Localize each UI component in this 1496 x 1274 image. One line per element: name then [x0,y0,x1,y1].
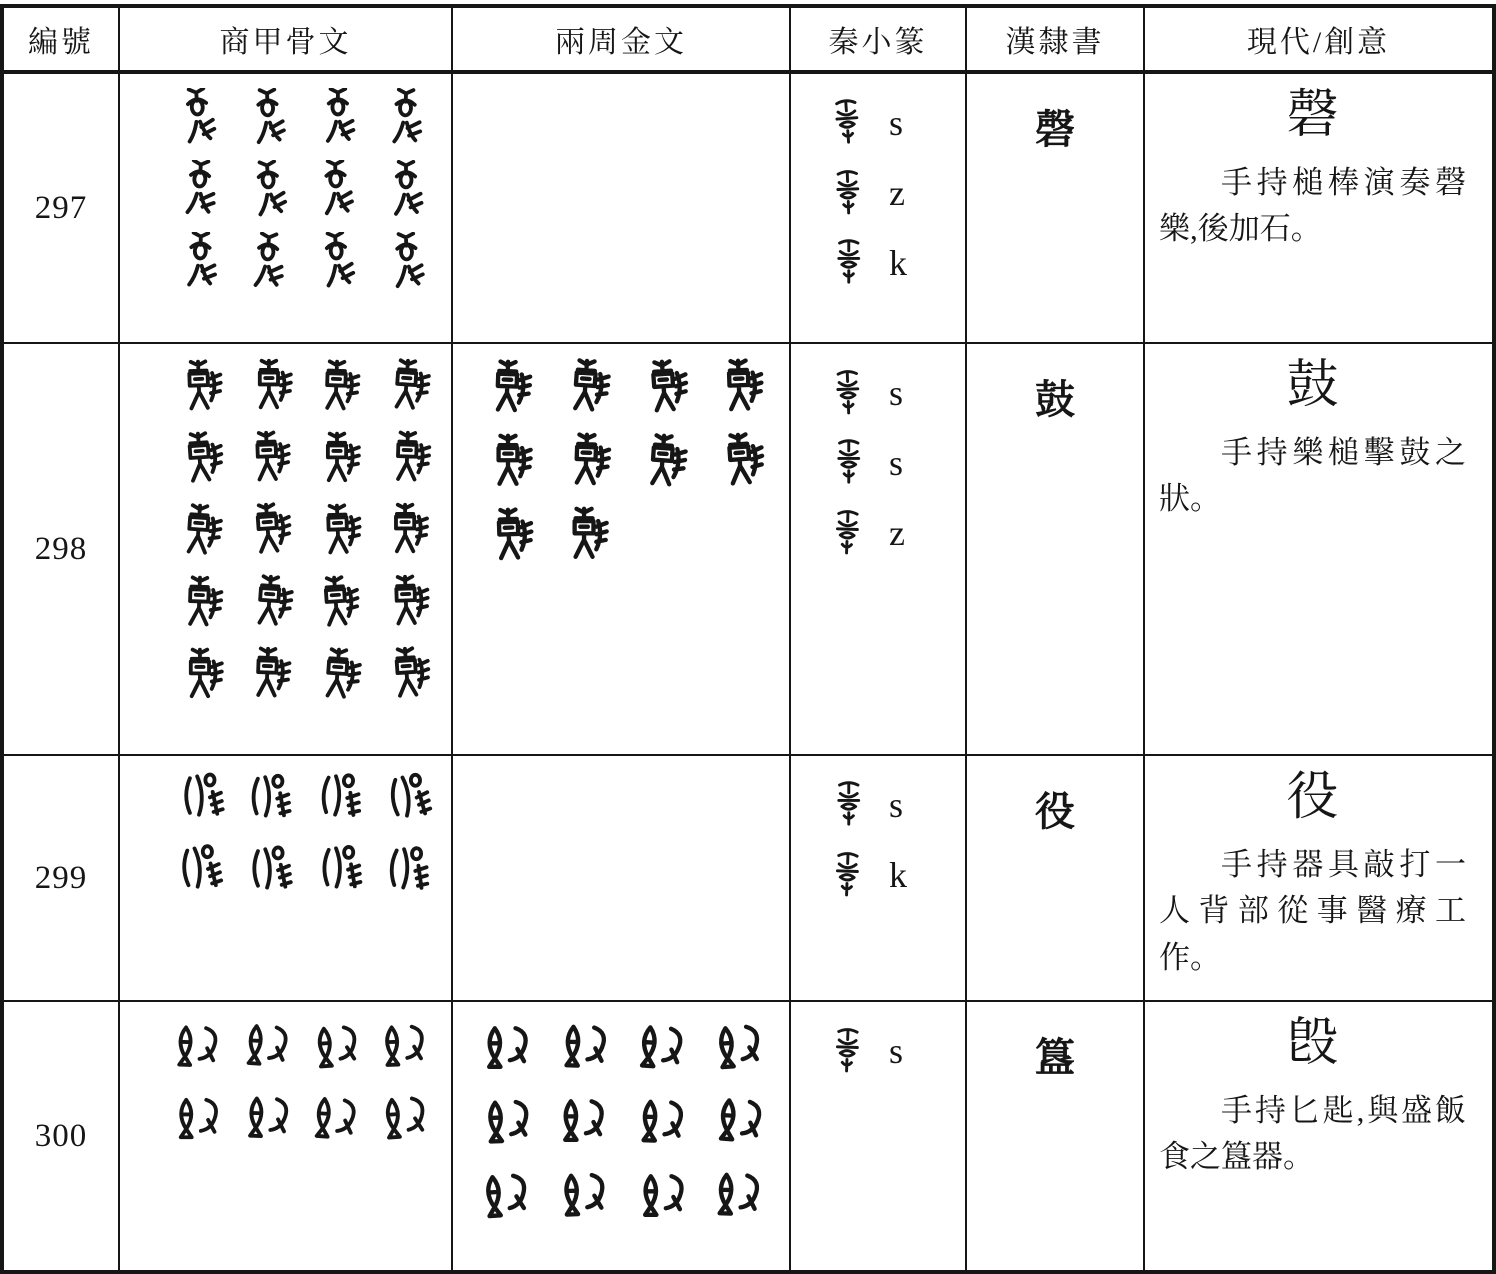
oracle-glyph [240,842,296,904]
header-clerical: 漢隸書 [967,8,1145,74]
clerical-script-cell [967,1002,1145,1270]
oracle-script-cell [120,344,453,756]
seal-glyph [825,1022,871,1080]
seal-script-cell [791,1002,967,1270]
oracle-glyph [309,160,365,222]
seal-glyph [825,846,871,904]
entry-number-text: 299 [34,859,88,896]
seal-glyph [825,434,871,492]
bronze-glyph [711,1164,769,1228]
bronze-glyph [634,1090,692,1154]
seal-glyph [825,94,871,152]
bronze-glyph [479,358,537,422]
clerical-character: 磬 [1035,107,1075,152]
modern-character: 役 [1286,769,1339,826]
oracle-glyph [171,160,227,222]
oracle-glyph [378,842,434,904]
entry-number [4,1002,120,1270]
seal-entry [825,234,965,292]
entry-number [4,344,120,756]
bronze-glyph [634,1164,692,1228]
seal-glyph [825,504,871,562]
oracle-glyph [378,358,434,420]
oracle-script-forms [120,74,451,300]
bronze-script-cell [453,74,791,344]
bronze-glyph [711,1016,769,1080]
clerical-script-cell [967,74,1145,344]
bronze-glyph [479,1090,537,1154]
oracle-glyph [171,232,227,294]
seal-source-label: z [889,173,905,213]
etymology-gloss: 手持樂槌擊鼓之狀。 [1159,434,1466,517]
modern-character: 磬 [1286,87,1339,144]
oracle-glyph [378,160,434,222]
oracle-glyph [309,232,365,294]
bronze-script-cell [453,1002,791,1270]
bronze-glyph [634,1016,692,1080]
oracle-glyph [240,160,296,222]
oracle-script-forms [120,344,451,714]
oracle-glyph [378,1088,434,1150]
bronze-glyph [556,1164,614,1228]
oracle-glyph [240,430,296,492]
oracle-script-forms [120,756,451,910]
seal-script-cell [791,756,967,1002]
oracle-glyph [309,1088,365,1150]
entry-number-text: 297 [34,189,88,226]
oracle-glyph [309,770,365,832]
oracle-script-cell [120,1002,453,1270]
bronze-glyph [634,432,692,496]
modern-interpretation-cell [1145,756,1492,1002]
seal-entry [825,434,965,492]
entry-number-text: 298 [34,530,88,567]
oracle-glyph [171,842,227,904]
bronze-glyph [556,432,614,496]
bronze-script-forms [453,1002,789,1234]
bronze-glyph [556,1090,614,1154]
oracle-glyph [309,502,365,564]
modern-character: 𣪘 [1286,1015,1339,1072]
oracle-glyph [171,770,227,832]
seal-script-forms [791,756,965,904]
header-seal: 秦小篆 [791,8,967,74]
oracle-glyph [309,88,365,150]
modern-interpretation-cell [1145,1002,1492,1270]
oracle-glyph [171,1088,227,1150]
seal-glyph [825,776,871,834]
oracle-glyph [240,232,296,294]
oracle-glyph [171,574,227,636]
etymology-gloss: 手持匕匙,與盛飯食之簋器。 [1159,1092,1466,1175]
bronze-glyph [479,1016,537,1080]
clerical-character: 役 [1035,789,1075,834]
modern-character: 鼓 [1286,357,1339,414]
oracle-glyph [171,646,227,708]
oracle-glyph [240,1088,296,1150]
oracle-glyph [240,88,296,150]
bronze-glyph [711,358,769,422]
bronze-script-forms [453,344,789,576]
seal-script-forms [791,74,965,292]
clerical-character: 簋 [1035,1035,1075,1080]
oracle-glyph [378,430,434,492]
seal-source-label: k [889,243,907,283]
bronze-glyph [479,432,537,496]
seal-script-cell [791,344,967,756]
seal-entry [825,164,965,222]
oracle-script-cell [120,756,453,1002]
etymology-gloss: 手持器具敲打一人背部從事醫療工作。 [1159,846,1466,975]
seal-source-label: k [889,855,907,895]
clerical-script-cell [967,344,1145,756]
seal-entry [825,776,965,834]
oracle-glyph [309,842,365,904]
bronze-script-cell [453,756,791,1002]
modern-interpretation-cell [1145,74,1492,344]
oracle-glyph [171,88,227,150]
header-oracle: 商甲骨文 [120,8,453,74]
oracle-glyph [378,646,434,708]
seal-entry [825,846,965,904]
seal-source-label: s [889,785,904,825]
oracle-glyph [240,358,296,420]
bronze-glyph [479,506,537,570]
oracle-script-forms [120,1002,451,1156]
oracle-glyph [309,430,365,492]
bronze-glyph [479,1164,537,1228]
oracle-glyph [378,232,434,294]
etymology-table [0,4,1496,1274]
seal-glyph [825,364,871,422]
seal-script-forms [791,1002,965,1080]
header-modern: 現代/創意 [1145,8,1492,74]
oracle-glyph [171,1016,227,1078]
oracle-glyph [240,502,296,564]
entry-number [4,74,120,344]
seal-entry [825,504,965,562]
seal-entry [825,364,965,422]
oracle-glyph [171,502,227,564]
seal-entry [825,1022,965,1080]
oracle-glyph [171,430,227,492]
oracle-glyph [309,574,365,636]
bronze-glyph [711,432,769,496]
oracle-glyph [240,646,296,708]
seal-source-label: s [889,103,904,143]
seal-source-label: s [889,1031,904,1071]
bronze-script-cell [453,344,791,756]
modern-interpretation-cell [1145,344,1492,756]
entry-number-text: 300 [34,1117,88,1154]
seal-glyph [825,234,871,292]
bronze-glyph [556,506,614,570]
oracle-glyph [378,502,434,564]
oracle-glyph [240,574,296,636]
bronze-glyph [556,1016,614,1080]
oracle-glyph [378,770,434,832]
seal-source-label: z [889,513,905,553]
seal-source-label: s [889,373,904,413]
seal-source-label: s [889,443,904,483]
oracle-glyph [309,1016,365,1078]
seal-entry [825,94,965,152]
bronze-glyph [634,358,692,422]
oracle-glyph [378,88,434,150]
seal-glyph [825,164,871,222]
oracle-glyph [378,1016,434,1078]
etymology-gloss: 手持槌棒演奏磬樂,後加石。 [1159,164,1466,247]
header-number: 編號 [4,8,120,74]
clerical-script-cell [967,756,1145,1002]
entry-number [4,756,120,1002]
oracle-glyph [240,1016,296,1078]
clerical-character: 鼓 [1035,377,1075,422]
oracle-glyph [378,574,434,636]
oracle-glyph [240,770,296,832]
seal-script-cell [791,74,967,344]
seal-script-forms [791,344,965,562]
bronze-glyph [556,358,614,422]
oracle-script-cell [120,74,453,344]
oracle-glyph [171,358,227,420]
oracle-glyph [309,358,365,420]
oracle-glyph [309,646,365,708]
header-bronze: 兩周金文 [453,8,791,74]
bronze-glyph [711,1090,769,1154]
